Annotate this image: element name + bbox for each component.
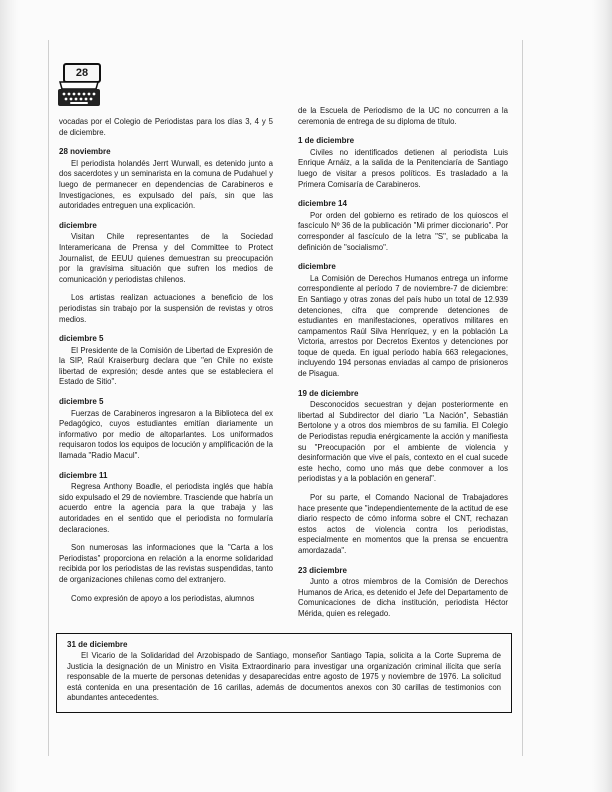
- chronology-entry: [298, 262, 508, 380]
- entry-date: diciembre: [298, 262, 336, 272]
- entry-paragraph: de la Escuela de Periodismo de la UC no concurren a la ceremonia de entrega de su diploma de título.: [298, 106, 508, 126]
- page-number: 28: [63, 63, 101, 83]
- entry-paragraph: La Comisión de Derechos Humanos entrega un informe correspondiente al período 7 de noviembre-7 de diciembre: En Santiago y otras zonas del país hubo un total de 12.939 detenciones, cifra que comprende detenciones de estudiantes en manifestaciones, operativos militares en campamentos Raúl Silva Henríquez, y en la población La Victoria, arrestos por Decretos Exentos y detenciones por toque de queda. En igual período había 663 relegaciones, incluyendo 194 personas enviadas al campo de prisioneros de Pisagua.: [298, 273, 508, 379]
- highlight-box: [56, 633, 512, 713]
- chronology-entry: [59, 147, 273, 212]
- entry-date: diciembre 14: [298, 199, 347, 209]
- chronology-entry: [298, 136, 508, 190]
- entry-paragraph: El Presidente de la Comisión de Libertad de Expresión de la SIP, Raúl Kraiserburg declara que "en Chile no existe libertad de expresión; desde antes que se estableciera el Estado de Sitio".: [59, 345, 273, 387]
- entry-date: diciembre 11: [59, 470, 108, 480]
- entry-paragraph: vocadas por el Colegio de Periodistas para los días 3, 4 y 5 de diciembre.: [59, 117, 273, 137]
- entry-paragraph: Regresa Anthony Boadle, el periodista inglés que había sido expulsado el 29 de noviembre. Trasciende que habría un acuerdo entre la agencia para la que trabaja y las autoridades en el sentido que el periodista no formularía declaraciones.: [59, 482, 273, 534]
- entry-date: 23 diciembre: [298, 565, 347, 575]
- chronology-entry: [298, 566, 508, 620]
- chronology-entry: [59, 397, 273, 462]
- entry-paragraph: Por orden del gobierno es retirado de los quioscos el fascículo Nº 36 de la publicación "Mi primer diccionario". Por corresponder al fascículo de la letra "S", se publicaba la definición de "socialismo".: [298, 210, 508, 252]
- chronology-entry: [298, 106, 508, 127]
- chronology-entry: [298, 389, 508, 557]
- chronology-entry: [59, 221, 273, 325]
- entry-date: 31 de diciembre: [67, 640, 128, 649]
- entry-date: diciembre 5: [59, 397, 104, 407]
- entry-paragraph: Los artistas realizan actuaciones a beneficio de los periodistas sin trabajo por la suspensión de revistas y otros medios.: [59, 293, 273, 324]
- chronology-entry: [59, 117, 273, 138]
- entry-paragraph: El Vicario de la Solidaridad del Arzobispado de Santiago, monseñor Santiago Tapia, solicita a la Corte Suprema de Justicia la designación de un Ministro en Visita Extraordinario para investigar una organización criminal ilícita que sería responsable de la muerte de personas detenidas y desaparecidas entre agosto de 1975 y noviembre de 1976. La solicitud está contenida en una presentación de 16 carillas, además de documentos anexos con 30 carillas de testimonios con abundantes antecedentes.: [67, 651, 501, 703]
- entry-paragraph: Por su parte, el Comando Nacional de Trabajadores hace presente que "independientemente de la actitud de ese diario respecto de cómo informa sobre el CNT, rechazan estos actos de violencia contra los periodistas, especialmente en momentos que la prensa se encuentra amordazada".: [298, 493, 508, 555]
- entry-date: 28 noviembre: [59, 147, 111, 157]
- page-edge-left: [48, 40, 49, 756]
- typewriter-icon: [56, 80, 102, 108]
- entry-paragraph: Junto a otros miembros de la Comisión de Derechos Humanos de Arica, es detenido el Jefe del Departamento de Comunicaciones de dicha institución, periodista Héctor Mérida, quien es relegado.: [298, 577, 508, 618]
- entry-date: 19 de diciembre: [298, 388, 359, 398]
- left-column: [59, 117, 273, 613]
- chronology-entry: [59, 334, 273, 388]
- entry-paragraph: Desconocidos secuestran y dejan posteriormente en libertad al Subdirector del diario "La Nación", Sebastián Bertolone y a otros dos miembros de su familia. El Colegio de Periodistas repudia enérgicamente la acción y manifiesta su "Preocupación por el ambiente de violencia y desinformación que vive el país, contexto en el cual sucede este hecho, como uno más que debe conmover a los periodistas y a la población en general".: [298, 400, 508, 484]
- chronology-entry: [298, 199, 508, 253]
- entry-date: 1 de diciembre: [298, 136, 355, 146]
- entry-date: diciembre: [59, 220, 97, 230]
- right-column: [298, 106, 508, 629]
- entry-paragraph: Son numerosas las informaciones que la "Carta a los Periodistas" proporciona en relación a la enorme solidaridad recibida por los periodistas de las revistas suspendidas, tanto de organizaciones chilenas como del extranjero.: [59, 543, 273, 584]
- entry-date: diciembre 5: [59, 334, 104, 344]
- chronology-entry: [59, 471, 273, 605]
- entry-paragraph: Civiles no identificados detienen al periodista Luis Enrique Arnáiz, a la salida de la Penitenciaría de Santiago luego de visitar a presos políticos. Es trasladado a la Primera Comisaría de Carabineros.: [298, 147, 508, 189]
- entry-paragraph: El periodista holandés Jerrt Wurwall, es detenido junto a dos sacerdotes y un seminarista en la comuna de Pudahuel y luego de permanecer en dependencias de Carabineros e Investigaciones, es expulsado del país, sin que las autoridades entreguen una explicación.: [59, 158, 273, 211]
- entry-paragraph: Como expresión de apoyo a los periodistas, alumnos: [71, 593, 255, 603]
- entry-paragraph: Fuerzas de Carabineros ingresaron a la Biblioteca del ex Pedagógico, cuyos estudiantes emitían diariamente un informativo por medio de altoparlantes. Los uniformados requisaron todos los equipos de locución y amplificación de la llamada "Radio Macul".: [59, 408, 273, 461]
- entry-paragraph: Visitan Chile representantes de la Sociedad Interamericana de Prensa y del Committee to Protect Journalist, de EEUU quienes demuestran su preocupación por la gravísima situación que sufren los medios de comunicación y periodistas chilenos.: [59, 232, 273, 284]
- page-edge-right: [522, 40, 523, 756]
